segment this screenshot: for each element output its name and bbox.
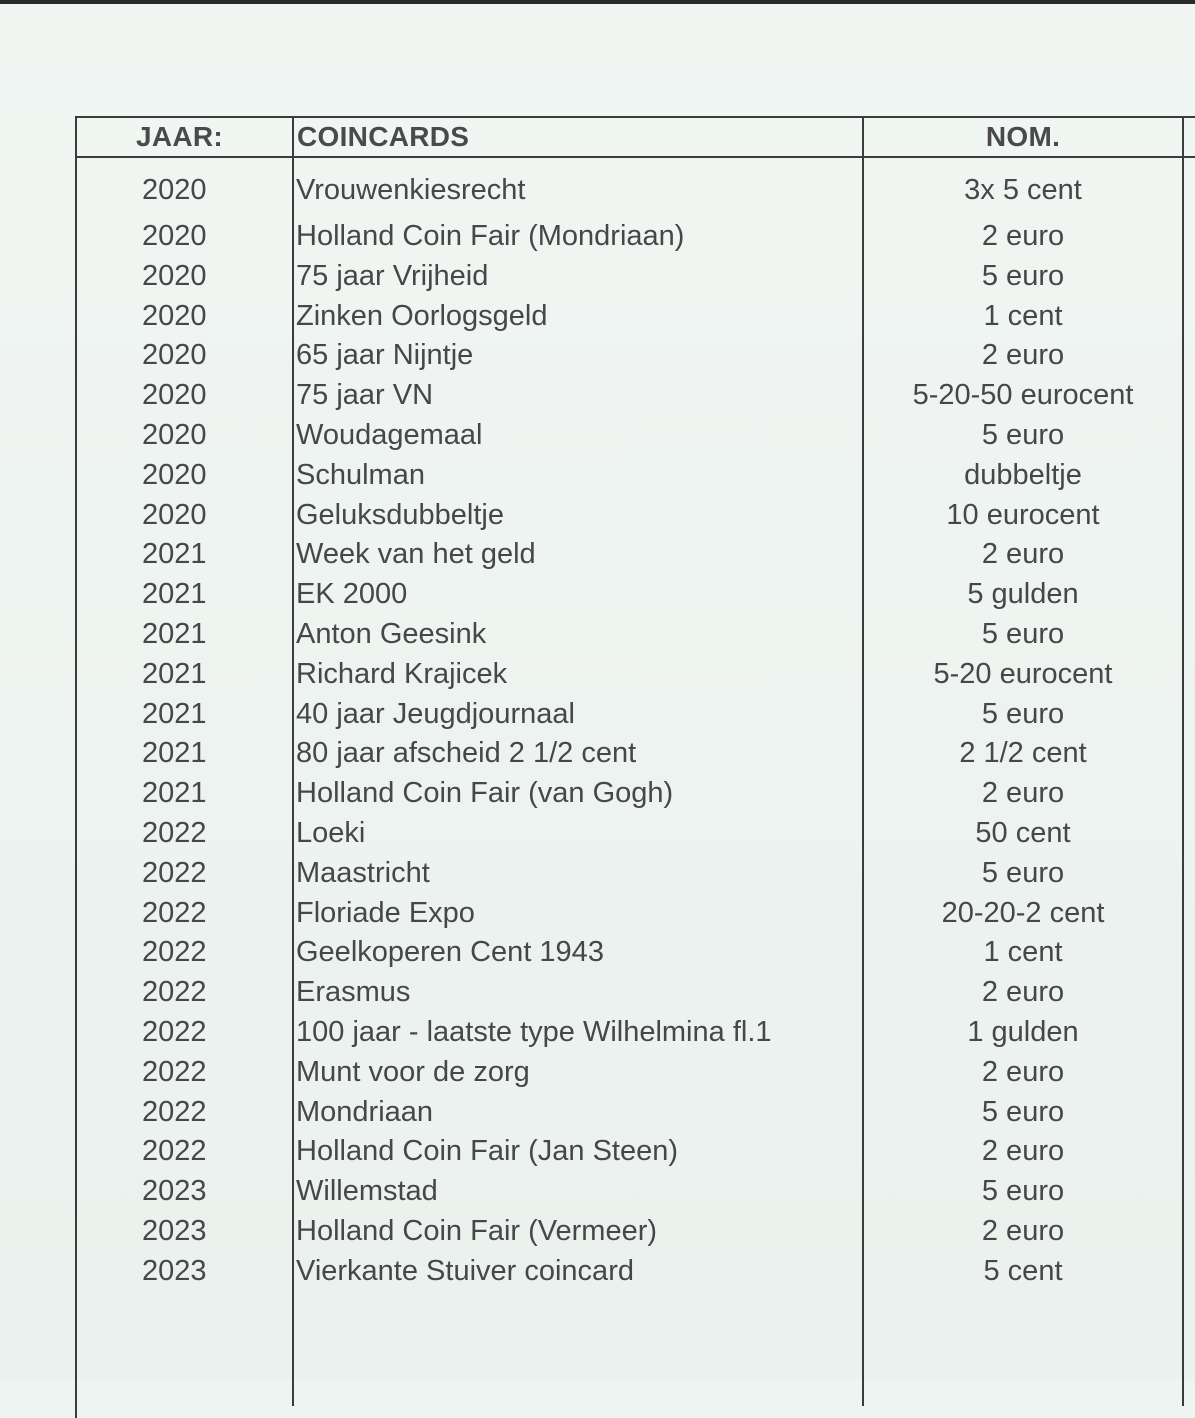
- table-row: [0, 1012, 1195, 1052]
- row-year: 2023: [142, 1175, 207, 1208]
- row-year: 2021: [142, 777, 207, 810]
- row-coincard-name: 40 jaar Jeugdjournaal: [296, 697, 575, 730]
- row-year: 2023: [142, 1254, 207, 1287]
- row-nominal: 5 cent: [983, 1254, 1063, 1287]
- row-nominal: 1 cent: [983, 299, 1063, 332]
- row-year: 2020: [142, 379, 207, 412]
- row-coincard-name: Erasmus: [296, 976, 411, 1009]
- table-row: [0, 733, 1195, 773]
- row-nominal: 5-20-50 eurocent: [912, 379, 1134, 412]
- row-nominal: 5 gulden: [967, 578, 1079, 611]
- row-nominal: 3x 5 cent: [964, 174, 1082, 206]
- row-nominal: 5-20 eurocent: [933, 657, 1113, 690]
- table-row: [0, 1092, 1195, 1132]
- table-row: [0, 932, 1195, 972]
- table-row: [0, 654, 1195, 694]
- row-year: 2020: [142, 299, 207, 332]
- row-coincard-name: 65 jaar Nijntje: [296, 339, 474, 372]
- row-coincard-name: Schulman: [296, 458, 425, 491]
- row-coincard-name: Holland Coin Fair (van Gogh): [296, 777, 674, 810]
- row-nominal: 2 1/2 cent: [959, 737, 1087, 770]
- row-year: 2020: [142, 174, 207, 206]
- row-coincard-name: EK 2000: [296, 578, 408, 611]
- header-year: JAAR:: [136, 121, 224, 152]
- row-coincard-name: Holland Coin Fair (Vermeer): [296, 1214, 658, 1247]
- row-nominal: 5 euro: [981, 1095, 1065, 1128]
- row-nominal: 5 euro: [981, 617, 1065, 650]
- row-year: 2022: [142, 856, 207, 889]
- row-year: 2023: [142, 1214, 207, 1247]
- row-nominal: 5 euro: [981, 856, 1065, 889]
- row-coincard-name: Holland Coin Fair (Mondriaan): [296, 220, 685, 252]
- row-coincard-name: Holland Coin Fair (Jan Steen): [296, 1135, 679, 1168]
- row-coincard-name: Anton Geesink: [296, 617, 487, 650]
- header-coincards: COINCARDS: [297, 121, 470, 152]
- row-nominal: 50 cent: [975, 816, 1071, 849]
- table-row: [0, 335, 1195, 375]
- row-year: 2020: [142, 418, 207, 451]
- row-nominal: 20-20-2 cent: [941, 896, 1105, 929]
- row-coincard-name: Loeki: [296, 816, 366, 849]
- row-coincard-name: Richard Krajicek: [296, 657, 508, 690]
- row-year: 2022: [142, 936, 207, 969]
- row-coincard-name: Woudagemaal: [296, 418, 483, 451]
- row-year: 2021: [142, 737, 207, 770]
- row-year: 2021: [142, 697, 207, 730]
- row-nominal: 2 euro: [981, 1055, 1065, 1088]
- row-coincard-name: 75 jaar VN: [296, 379, 434, 412]
- row-coincard-name: 75 jaar Vrijheid: [296, 259, 489, 292]
- row-year: 2022: [142, 976, 207, 1009]
- row-coincard-name: 80 jaar afscheid 2 1/2 cent: [296, 737, 637, 770]
- row-year: 2022: [142, 1055, 207, 1088]
- row-coincard-name: Munt voor de zorg: [296, 1055, 530, 1088]
- row-year: 2020: [142, 339, 207, 372]
- table-row: [0, 256, 1195, 296]
- header-nominal: NOM.: [985, 121, 1061, 152]
- row-year: 2021: [142, 657, 207, 690]
- table-row: [0, 495, 1195, 535]
- row-coincard-name: Geelkoperen Cent 1943: [296, 936, 604, 969]
- row-coincard-name: Geluksdubbeltje: [296, 498, 504, 531]
- table-row: [0, 170, 1195, 216]
- row-coincard-name: Maastricht: [296, 856, 430, 889]
- table-row: [0, 574, 1195, 614]
- table-row: [0, 893, 1195, 933]
- table-row: [0, 1211, 1195, 1251]
- table-row: [0, 813, 1195, 853]
- table-row: [0, 534, 1195, 574]
- table-row: [0, 1251, 1195, 1291]
- table-row: [0, 1131, 1195, 1171]
- row-year: 2020: [142, 259, 207, 292]
- table-row: [0, 853, 1195, 893]
- row-nominal: 2 euro: [981, 220, 1065, 252]
- row-year: 2022: [142, 896, 207, 929]
- row-year: 2021: [142, 617, 207, 650]
- table-row: [0, 694, 1195, 734]
- table-body: [0, 170, 1195, 1291]
- row-year: 2020: [142, 458, 207, 491]
- table-row: [0, 972, 1195, 1012]
- row-nominal: 2 euro: [981, 538, 1065, 571]
- row-nominal: 5 euro: [981, 1175, 1065, 1208]
- table-row: [0, 1052, 1195, 1092]
- row-nominal: 10 eurocent: [946, 498, 1100, 531]
- row-nominal: 2 euro: [981, 339, 1065, 372]
- row-nominal: 5 euro: [981, 259, 1065, 292]
- table-row: [0, 296, 1195, 336]
- row-year: 2022: [142, 1135, 207, 1168]
- row-year: 2021: [142, 578, 207, 611]
- header-divider: [75, 156, 1195, 158]
- row-coincard-name: Mondriaan: [296, 1095, 434, 1128]
- table-row: [0, 614, 1195, 654]
- row-nominal: 2 euro: [981, 1214, 1065, 1247]
- row-year: 2022: [142, 1095, 207, 1128]
- row-nominal: 2 euro: [981, 777, 1065, 810]
- row-nominal: 2 euro: [981, 1135, 1065, 1168]
- row-year: 2022: [142, 816, 207, 849]
- row-coincard-name: Zinken Oorlogsgeld: [296, 299, 548, 332]
- row-coincard-name: Floriade Expo: [296, 896, 475, 929]
- row-nominal: 5 euro: [981, 418, 1065, 451]
- row-year: 2020: [142, 220, 207, 252]
- table-row: [0, 773, 1195, 813]
- row-coincard-name: Week van het geld: [296, 538, 536, 571]
- row-nominal: 2 euro: [981, 976, 1065, 1009]
- row-nominal: 5 euro: [981, 697, 1065, 730]
- table-row: [0, 415, 1195, 455]
- table-row: [0, 216, 1195, 256]
- row-year: 2022: [142, 1015, 207, 1048]
- row-year: 2021: [142, 538, 207, 571]
- row-nominal: dubbeltje: [964, 458, 1082, 491]
- table-row: [0, 455, 1195, 495]
- row-coincard-name: Willemstad: [296, 1175, 438, 1208]
- row-nominal: 1 gulden: [967, 1015, 1079, 1048]
- row-coincard-name: Vierkante Stuiver coincard: [296, 1254, 634, 1287]
- row-year: 2020: [142, 498, 207, 531]
- table-row: [0, 375, 1195, 415]
- row-nominal: 1 cent: [983, 936, 1063, 969]
- table-row: [0, 1171, 1195, 1211]
- row-coincard-name: Vrouwenkiesrecht: [296, 174, 526, 206]
- row-coincard-name: 100 jaar - laatste type Wilhelmina fl.1: [296, 1015, 772, 1048]
